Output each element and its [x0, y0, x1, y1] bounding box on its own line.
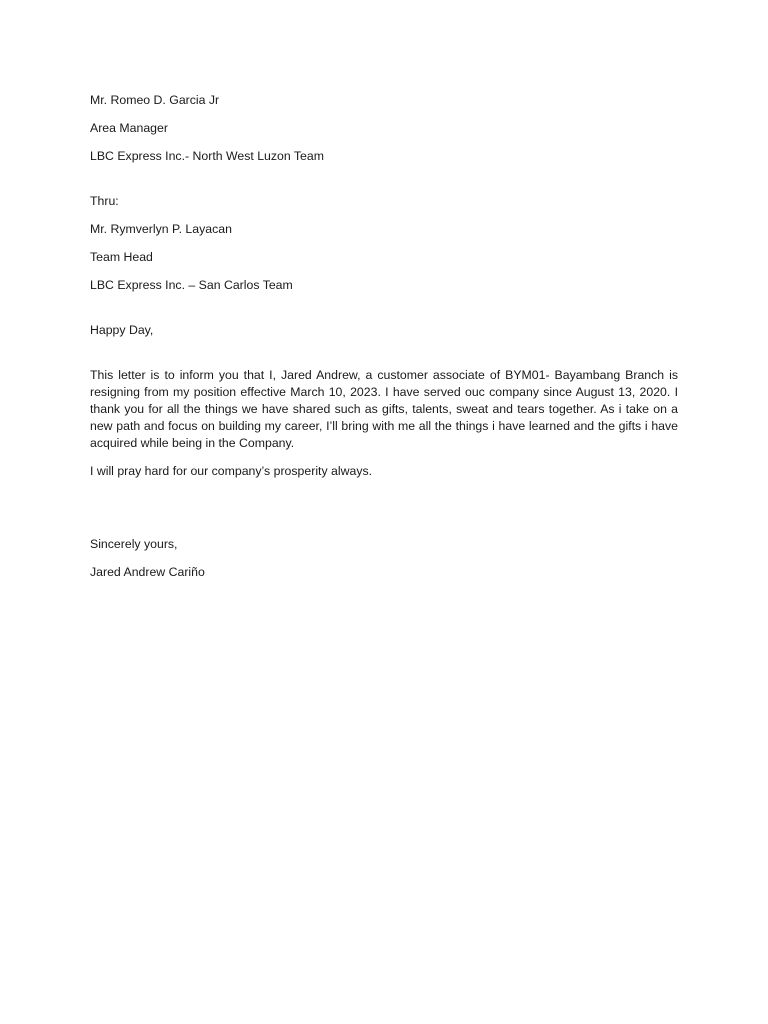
closing-salutation: Sincerely yours, [90, 537, 178, 551]
recipient-block [90, 92, 678, 165]
body-paragraph-1: This letter is to inform you that I, Jared Andrew, a customer associate of BYM01- Bayambang Branch is resigning from my position effective March 10, 2023. I have served ouc company since August 13, 2020. I thank you for all the things we have shared such as gifts, talents, sweat and tears together. As i take on a new path and focus on building my career, I’ll bring with me all the things i have learned and the gifts i have acquired while being in the Company. [90, 368, 678, 450]
recipient-name: Mr. Romeo D. Garcia Jr [90, 93, 220, 107]
body-paragraph-2: I will pray hard for our company’s prosperity always. [90, 464, 373, 478]
thru-label: Thru: [90, 194, 119, 208]
thru-title: Team Head [90, 250, 153, 264]
recipient-title: Area Manager [90, 121, 168, 135]
closing-block [90, 536, 678, 581]
greeting: Happy Day, [90, 323, 154, 337]
thru-org: LBC Express Inc. – San Carlos Team [90, 278, 293, 292]
resignation-letter [90, 92, 678, 592]
thru-block [90, 193, 678, 294]
recipient-org: LBC Express Inc.- North West Luzon Team [90, 149, 324, 163]
signature-name: Jared Andrew Cariño [90, 565, 205, 579]
thru-name: Mr. Rymverlyn P. Layacan [90, 222, 232, 236]
letter-body [90, 367, 678, 480]
